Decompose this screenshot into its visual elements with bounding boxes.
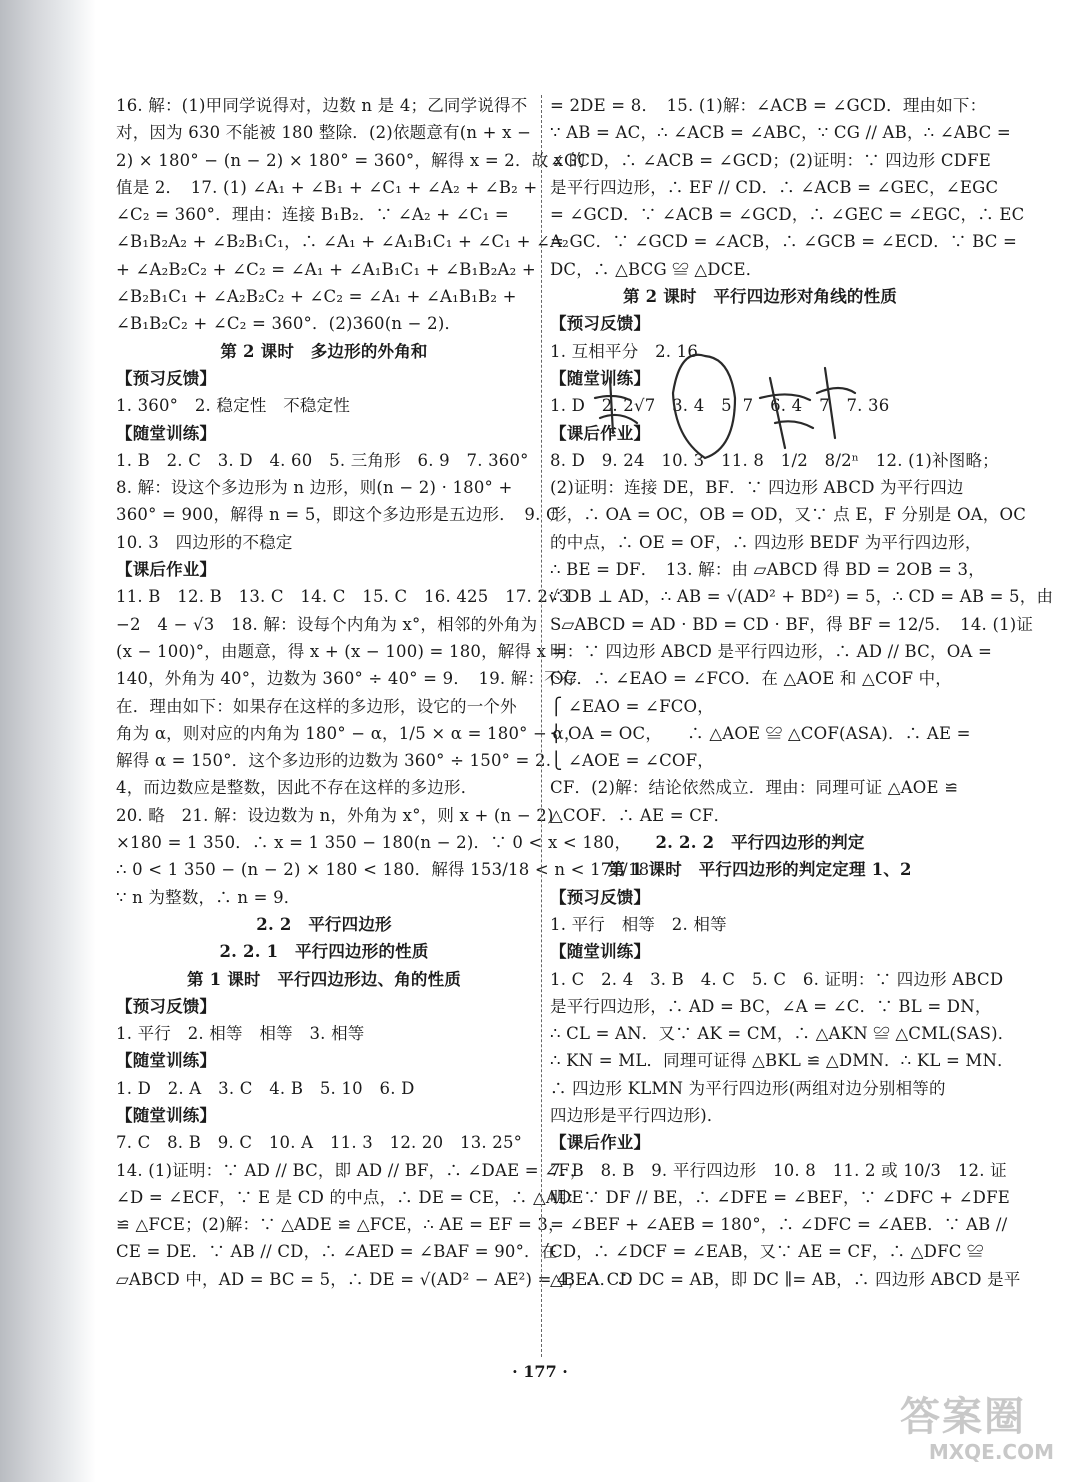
answer-line: ∵ AB = AC，∴ ∠ACB = ∠ABC，∵ CG // AB，∴ ∠ABC = <box>550 123 1011 143</box>
section-heading: 第 1 课时 平行四边形的判定定理 1、2 <box>608 860 912 880</box>
answer-line: 7. C 8. B 9. C 10. A 11. 3 12. 20 13. 25° <box>116 1133 523 1153</box>
answer-line: 1. 平行 相等 2. 相等 <box>550 914 727 934</box>
answer-line: 1. C 2. 4 3. B 4. C 5. C 6. 证明：∵ 四边形 ABCD <box>550 969 1004 989</box>
answer-line: ∵ DB ⊥ AD，∴ AB = √(AD² + BD²) = 5，∴ CD = AB = 5，由 <box>550 587 1054 607</box>
answer-line: 的中点，∴ OE = OF，∴ 四边形 BEDF 为平行四边形， <box>550 532 982 552</box>
answer-line: 角为 α，则对应的内角为 180° − α，1/5 × α = 180° − α， <box>116 723 581 743</box>
answer-line: ∴ 四边形 KLMN 为平行四边形(两组对边分别相等的 <box>550 1078 946 1098</box>
subsection-label: 【随堂训练】 <box>116 1105 217 1125</box>
page-number: · 177 · <box>512 1362 568 1381</box>
answer-line: ∵ n 为整数，∴ n = 9． <box>116 887 301 907</box>
answer-line: 1. 互相平分 2. 16 <box>550 341 699 361</box>
answer-line: 7. B 8. B 9. 平行四边形 10. 8 11. 2 或 10/3 12. 证 <box>550 1160 1007 1180</box>
answer-line: ▱ABCD 中，AD = BC = 5，∴ DE = √(AD² − AE²) = 4，∴ CD <box>116 1269 633 1289</box>
answer-line: S▱ABCD = AD · BD = CD · BF，得 BF = 12/5． 14. (1)证 <box>550 614 1034 634</box>
subsection-label: 【预习反馈】 <box>550 887 651 907</box>
answer-line: 明：∵ DF // BE，∴ ∠DFE = ∠BEF，∵ ∠DFC + ∠DFE <box>550 1187 1010 1207</box>
answer-line: ∴ BE = DF． 13. 解：由 ▱ABCD 得 BD = 2OB = 3， <box>550 560 985 580</box>
answer-line: ∴ KN = ML．同理可证得 △BKL ≌ △DMN．∴ KL = MN． <box>550 1051 1014 1071</box>
answer-line: ⎩ ∠AOE = ∠COF， <box>550 751 714 771</box>
answer-line: ∠C₂ = 360°．理由：连接 B₁B₂．∵ ∠A₂ + ∠C₁ = <box>116 205 509 225</box>
subsection-label: 【课后作业】 <box>550 423 651 443</box>
answer-line: 4，而边数应是整数，因此不存在这样的多边形． <box>116 778 478 798</box>
answer-line: 对，因为 630 不能被 180 整除．(2)依题意有(n + x − <box>116 123 532 143</box>
answer-line: 20. 略 21. 解：设边数为 n，外角为 x°，则 x + (n − 2) <box>116 805 554 825</box>
subsection-label: 【随堂训练】 <box>550 368 651 388</box>
answer-line: −2 4 − √3 18. 解：设每个内角为 x°，相邻的外角为 <box>116 614 538 634</box>
answer-line: 10. 3 四边形的不稳定 <box>116 532 293 552</box>
answer-line: ⎨ OA = OC， ∴ △AOE ≌ △COF(ASA)．∴ AE = <box>550 723 971 743</box>
watermark-logo-text: 答案圈 <box>900 1394 1026 1440</box>
answer-line: (2)证明：连接 DE，BF．∵ 四边形 ABCD 为平行四边 <box>550 478 964 498</box>
handwritten-watermark <box>585 338 865 528</box>
answer-line: 1. 平行 2. 相等 相等 3. 相等 <box>116 1024 365 1044</box>
right-column <box>550 92 1054 1293</box>
answer-line: 14. (1)证明：∵ AD // BC，即 AD // BF，∴ ∠DAE = ∠F， <box>116 1160 587 1180</box>
answer-line: 140，外角为 40°，边数为 360° ÷ 40° = 9． 19. 解：不存 <box>116 669 578 689</box>
answer-line: CF．(2)解：结论依然成立．理由：同理可证 △AOE ≌ <box>550 778 959 798</box>
answer-line: ∴ CL = AN．又∵ AK = CM，∴ △AKN ≌ △CML(SAS)． <box>550 1024 1015 1044</box>
subsection-label: 【随堂训练】 <box>116 1051 217 1071</box>
answer-line: 16. 解：(1)甲同学说得对，边数 n 是 4；乙同学说得不 <box>116 96 528 115</box>
column-divider <box>541 95 542 1357</box>
answer-line: 是平行四边形，∴ EF // CD．∴ ∠ACB = ∠GEC，∠EGC <box>550 177 999 197</box>
answer-line: ∠B₂B₁C₁ + ∠A₂B₂C₂ + ∠C₂ = ∠A₁ + ∠A₁B₁B₂ + <box>116 287 517 307</box>
answer-line: 值是 2． 17. (1) ∠A₁ + ∠B₁ + ∠C₁ + ∠A₂ + ∠B₂ + <box>116 177 538 197</box>
answer-line: △COF．∴ AE = CF． <box>550 805 731 825</box>
answer-line: 360° = 900，解得 n = 5，即这个多边形是五边形． 9. C <box>116 505 559 525</box>
answer-line: (x − 100)°，由题意，得 x + (x − 100) = 180，解得 x = <box>116 641 566 661</box>
answer-line: CE = DE．∵ AB // CD，∴ ∠AED = ∠BAF = 90°．在 <box>116 1242 558 1262</box>
scan-shadow-edge <box>0 0 96 1482</box>
subsection-label: 【预习反馈】 <box>550 314 651 334</box>
watermark-logo-url: MXQE.COM <box>928 1440 1054 1464</box>
answer-line: = ∠GCD．∵ ∠ACB = ∠GCD，∴ ∠GEC = ∠EGC，∴ EC <box>550 205 1025 225</box>
answer-line: = GC．∵ ∠GCD = ∠ACB，∴ ∠GCB = ∠ECD．∵ BC = <box>550 232 1017 252</box>
answer-line: = ∠BEF + ∠AEB = 180°，∴ ∠DFC = ∠AEB．∵ AB // <box>550 1215 1008 1235</box>
corner-watermark-logo <box>900 1394 1060 1474</box>
answer-line: 8. 解：设这个多边形为 n 边形，则(n − 2) · 180° + <box>116 478 513 498</box>
answer-line: ∠B₁B₂A₂ + ∠B₂B₁C₁，∴ ∠A₁ + ∠A₁B₁C₁ + ∠C₁ + ∠A₂ <box>116 232 569 252</box>
section-heading: 第 2 课时 平行四边形对角线的性质 <box>622 287 898 307</box>
subsection-label: 【预习反馈】 <box>116 368 217 388</box>
answer-line: 是平行四边形，∴ AD = BC，∠A = ∠C．∵ BL = DN， <box>550 996 992 1016</box>
answer-line: 1. D 2. 2√7 3. 4 5. 7 6. 4 7 7. 36 <box>550 396 890 416</box>
subsection-label: 【随堂训练】 <box>116 423 217 443</box>
answer-line: 四边形是平行四边形)． <box>550 1105 724 1125</box>
section-heading: 2. 2. 1 平行四边形的性质 <box>219 942 429 962</box>
answer-line: ∴ 0 < 1 350 − (n − 2) × 180 < 180．解得 153/18 < n < 171/18． <box>116 860 667 880</box>
subsection-label: 【随堂训练】 <box>550 942 651 962</box>
section-heading: 第 2 课时 多边形的外角和 <box>220 341 428 361</box>
answer-line: ∠D = ∠ECF，∵ E 是 CD 的中点，∴ DE = CE，∴ △ADE <box>116 1187 584 1207</box>
answer-line: 解得 α = 150°．这个多边形的边数为 360° ÷ 150° = 2. <box>116 751 552 771</box>
answer-line: + ∠A₂B₂C₂ + ∠C₂ = ∠A₁ + ∠A₁B₁C₁ + ∠B₁B₂A₂ + <box>116 259 536 279</box>
answer-line: 1. D 2. A 3. C 4. B 5. 10 6. D <box>116 1078 415 1098</box>
section-heading: 2. 2 平行四边形 <box>256 914 392 934</box>
answer-line: 1. B 2. C 3. D 4. 60 5. 三角形 6. 9 7. 360° <box>116 450 529 470</box>
answer-line: 在．理由如下：如果存在这样的多边形，设它的一个外 <box>116 696 517 716</box>
answer-line: 11. B 12. B 13. C 14. C 15. C 16. 425 17. 2√3 <box>116 587 570 607</box>
answer-line: CD，∴ ∠DCF = ∠EAB，又∵ AE = CF，∴ △DFC ≌ <box>550 1242 984 1262</box>
section-heading: 2. 2. 2 平行四边形的判定 <box>655 833 865 853</box>
subsection-label: 【课后作业】 <box>116 560 217 580</box>
answer-line: ×180 = 1 350．∴ x = 1 350 − 180(n − 2)．∵ 0 < x < 180， <box>116 833 632 853</box>
answer-line: DC，∴ △BCG ≌ △DCE． <box>550 259 763 279</box>
answer-line: ∠GCD，∴ ∠ACB = ∠GCD；(2)证明：∵ 四边形 CDFE <box>550 150 991 170</box>
answer-line: ≌ △FCE；(2)解：∵ △ADE ≌ △FCE，∴ AE = EF = 3， <box>116 1215 565 1235</box>
answer-line: 明：∵ 四边形 ABCD 是平行四边形，∴ AD // BC，OA = <box>550 641 993 661</box>
answer-line: ⎧ ∠EAO = ∠FCO， <box>550 696 714 716</box>
answer-line: 2) × 180° − (n − 2) × 180° = 360°，解得 x = 2．故 x 的 <box>116 150 586 170</box>
answer-line: 1. 360° 2. 稳定性 不稳定性 <box>116 396 351 416</box>
answer-line: △BEA．∴ DC = AB，即 DC ∥= AB，∴ 四边形 ABCD 是平 <box>550 1269 1021 1289</box>
answer-line: 形，∴ OA = OC，OB = OD，又∵ 点 E，F 分别是 OA，OC <box>550 505 1027 525</box>
answer-line: 8. D 9. 24 10. 3 11. 8 1/2 8/2ⁿ 12. (1)补图略； <box>550 450 999 470</box>
subsection-label: 【预习反馈】 <box>116 996 217 1016</box>
subsection-label: 【课后作业】 <box>550 1133 651 1153</box>
section-heading: 第 1 课时 平行四边形边、角的性质 <box>186 969 462 989</box>
answer-line: OC．∴ ∠EAO = ∠FCO．在 △AOE 和 △COF 中， <box>550 669 952 689</box>
answer-line: ∠B₁B₂C₂ + ∠C₂ = 360°．(2)360(n − 2)． <box>116 314 462 334</box>
answer-line: = 2DE = 8． 15. (1)解：∠ACB = ∠GCD．理由如下： <box>550 96 987 115</box>
